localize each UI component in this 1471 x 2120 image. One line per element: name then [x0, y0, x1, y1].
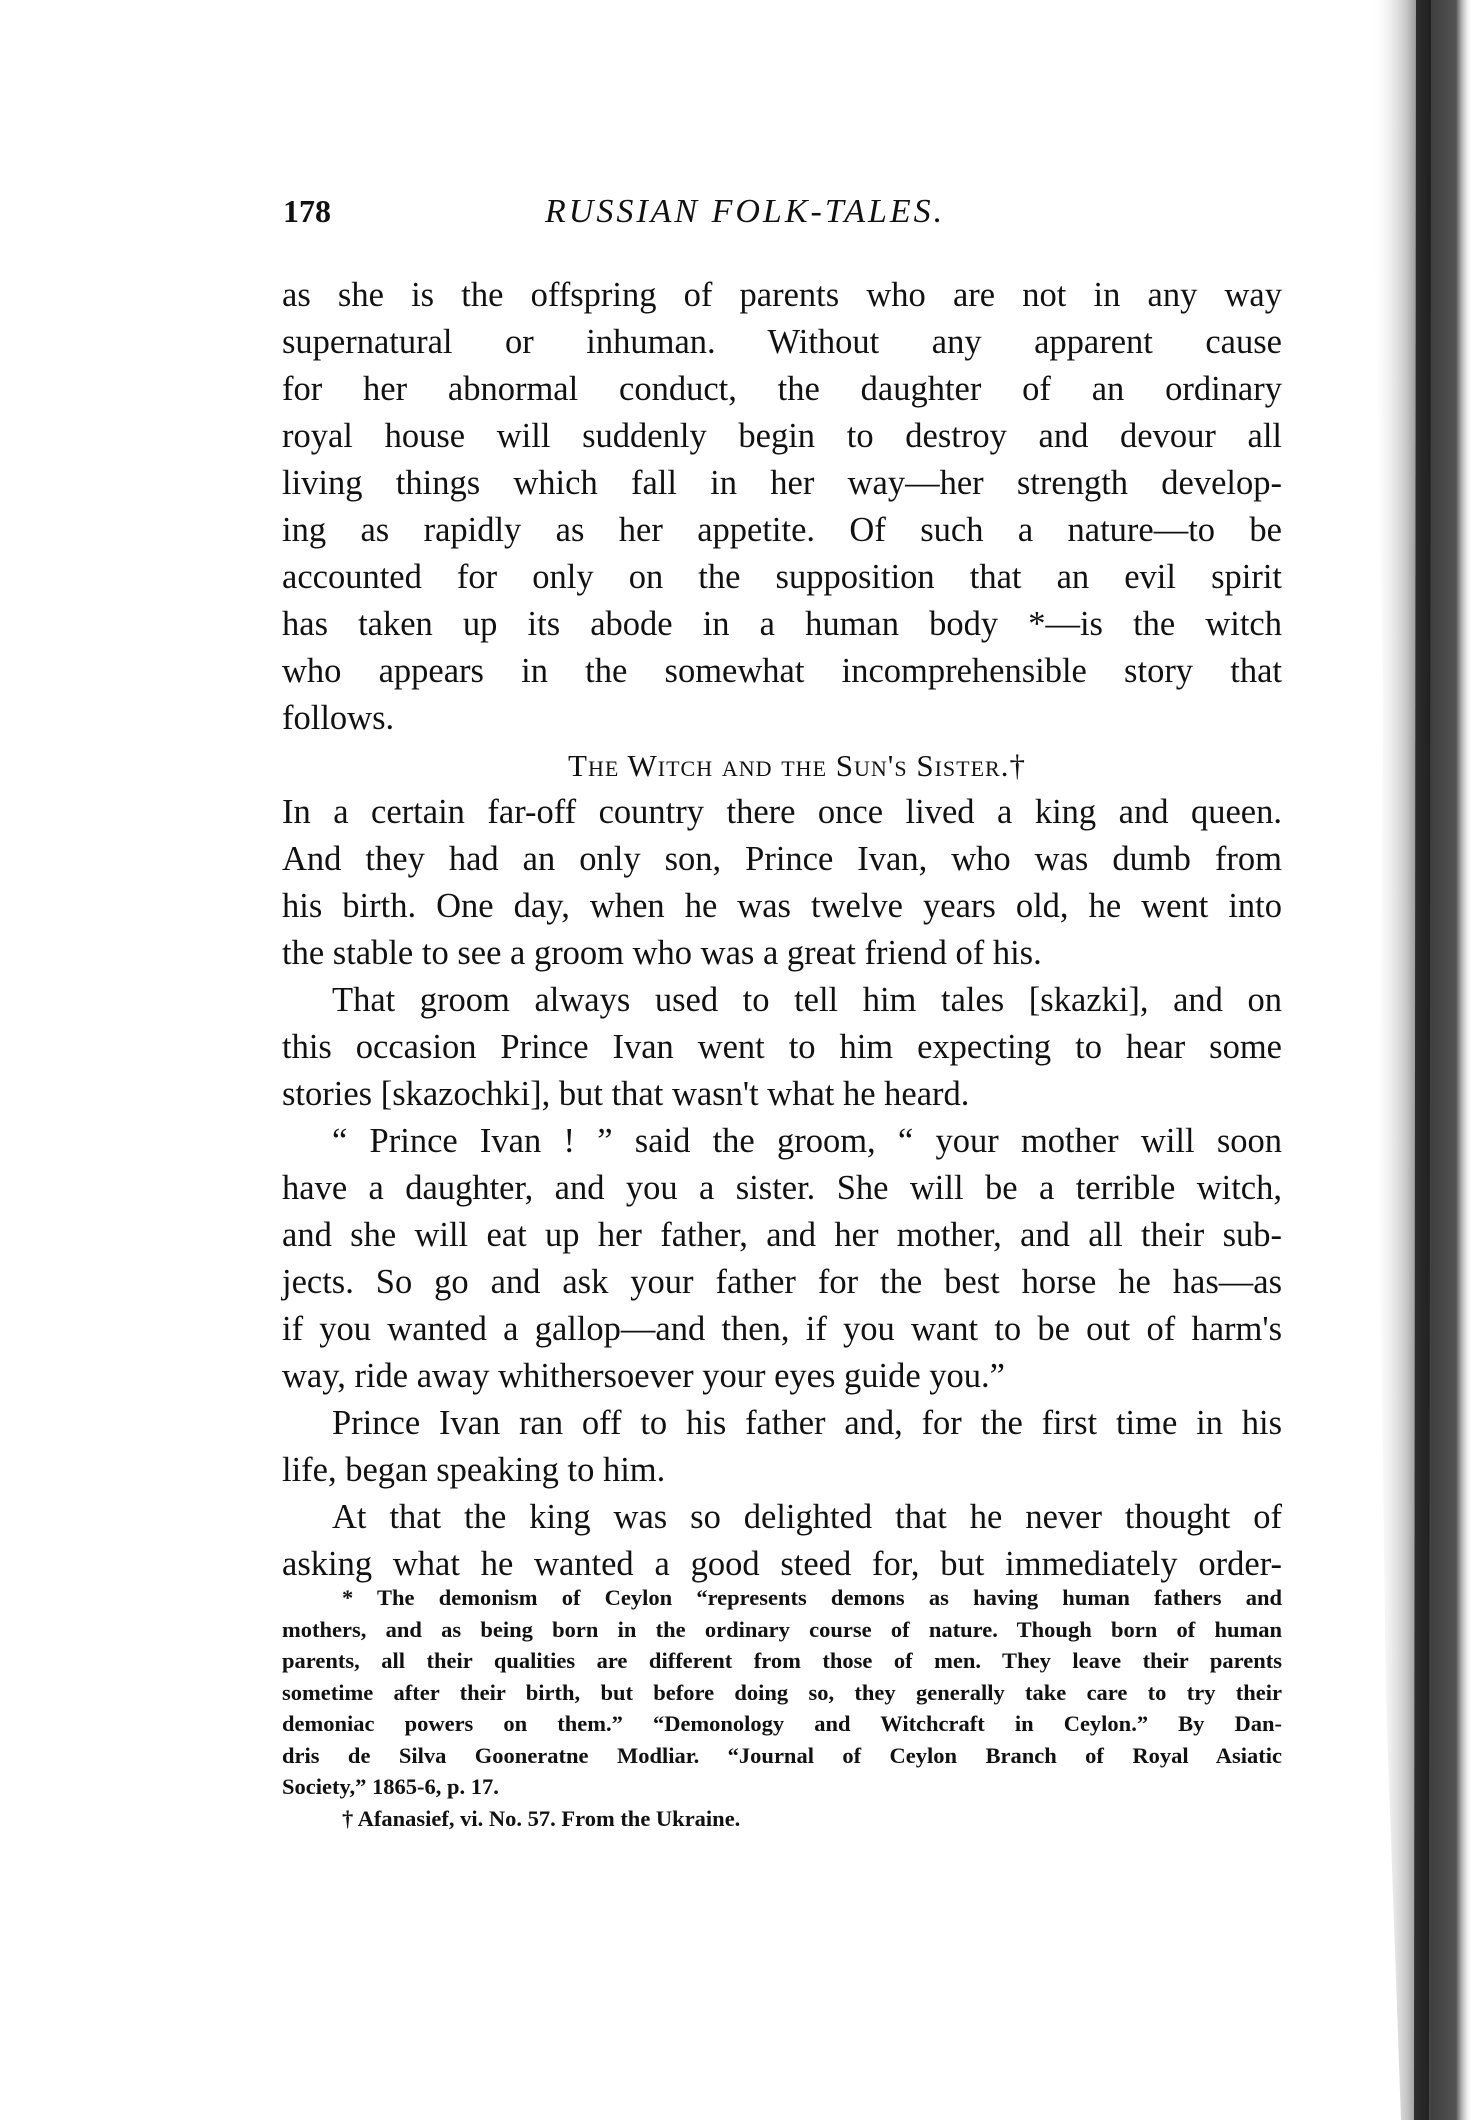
text-line: have a daughter, and you a sister. She will be a terrible witch, — [282, 1169, 1282, 1207]
story-title: The Witch and the Sun's Sister.† — [568, 748, 1026, 783]
text-line: Prince Ivan ran off to his father and, for the first time in his — [332, 1404, 1282, 1442]
text-line: That groom always used to tell him tales [skazki], and on — [332, 981, 1282, 1019]
footnote-line: dris de Silva Gooneratne Modliar. “Journal of Ceylon Branch of Royal Asiatic — [282, 1742, 1282, 1768]
text-line: who appears in the somewhat incomprehensible story that — [282, 652, 1282, 690]
text-line: as she is the offspring of parents who are not in any way — [282, 276, 1282, 314]
text-line: follows. — [282, 699, 395, 737]
text-line: has taken up its abode in a human body *—is the witch — [282, 605, 1282, 643]
page-header — [283, 193, 1283, 239]
text-line: asking what he wanted a good steed for, but immediately order- — [282, 1545, 1282, 1583]
text-line: And they had an only son, Prince Ivan, who was dumb from — [282, 840, 1282, 878]
text-line: jects. So go and ask your father for the best horse he has—as — [282, 1263, 1282, 1301]
text-line: In a certain far-off country there once lived a king and queen. — [282, 793, 1282, 831]
running-title: RUSSIAN FOLK-TALES. — [545, 193, 946, 230]
text-line: this occasion Prince Ivan went to him expecting to hear some — [282, 1028, 1282, 1066]
footnote-line: * The demonism of Ceylon “represents demons as having human fathers and — [342, 1585, 1282, 1610]
footnote-line: Society,” 1865-6, p. 17. — [282, 1774, 499, 1799]
text-line: supernatural or inhuman. Without any apparent cause — [282, 323, 1282, 361]
text-line: “ Prince Ivan ! ” said the groom, “ your mother will soon — [332, 1122, 1282, 1160]
text-line: At that the king was so delighted that he never thought of — [332, 1498, 1282, 1536]
text-line: his birth. One day, when he was twelve years old, he went into — [282, 887, 1282, 925]
main-text — [282, 272, 1282, 1588]
footnote-line: mothers, and as being born in the ordinary course of nature. Though born of human — [282, 1616, 1282, 1642]
footnote-line: sometime after their birth, but before doing so, they generally take care to try their — [282, 1679, 1282, 1705]
text-line: royal house will suddenly begin to destroy and devour all — [282, 417, 1282, 455]
text-line: for her abnormal conduct, the daughter of an ordinary — [282, 370, 1282, 408]
text-line: accounted for only on the supposition that an evil spirit — [282, 558, 1282, 596]
footnote-line: † Afanasief, vi. No. 57. From the Ukraine. — [342, 1805, 741, 1831]
page-edge-shadow — [1331, 0, 1471, 2120]
text-line: ing as rapidly as her appetite. Of such a nature—to be — [282, 511, 1282, 549]
text-line: and she will eat up her father, and her mother, and all their sub- — [282, 1216, 1282, 1254]
text-line: life, began speaking to him. — [282, 1451, 666, 1489]
footnotes — [282, 1582, 1282, 1834]
text-line: the stable to see a groom who was a great friend of his. — [282, 934, 1042, 972]
text-line: stories [skazochki], but that wasn't what he heard. — [282, 1075, 970, 1113]
text-line: way, ride away whithersoever your eyes guide you.” — [282, 1357, 1005, 1395]
page-number: 178 — [283, 193, 331, 229]
footnote-line: demoniac powers on them.” “Demonology and Witchcraft in Ceylon.” By Dan- — [282, 1711, 1282, 1736]
text-line: living things which fall in her way—her strength develop- — [282, 464, 1282, 502]
footnote-line: parents, all their qualities are different from those of men. They leave their parents — [282, 1648, 1282, 1673]
text-line: if you wanted a gallop—and then, if you want to be out of harm's — [282, 1310, 1282, 1348]
